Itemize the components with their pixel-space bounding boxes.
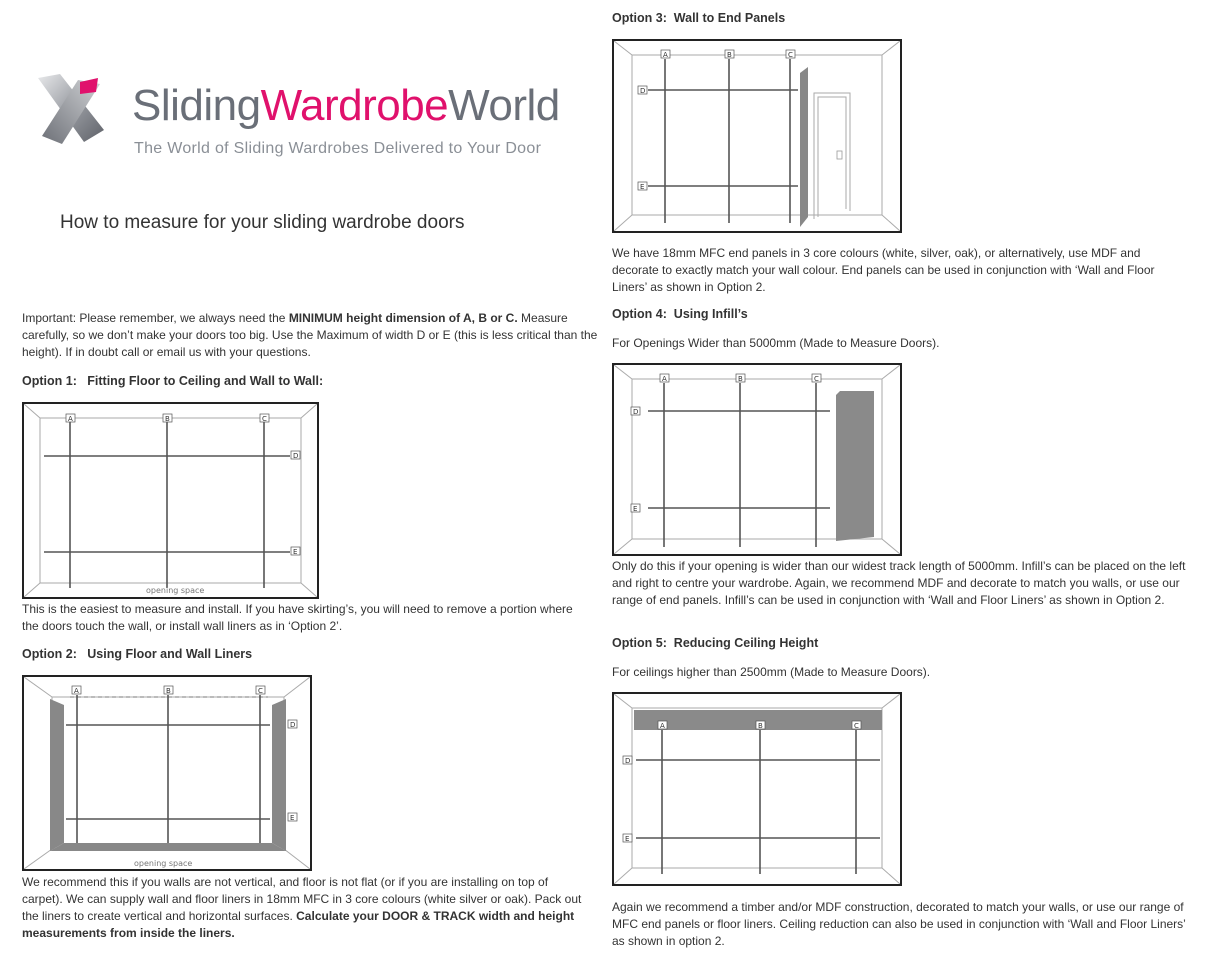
option-2-label-b: B [166,687,171,695]
option-3-label-c: C [788,51,793,59]
option-4-label-e: E [633,505,638,513]
option-3-label-b: B [727,51,732,59]
option-5-label-c: C [854,722,859,730]
intro-text-before: Important: Please remember, we always need the [22,311,289,325]
option-3-label-e: E [640,183,645,191]
option-2-text-bold: Calculate your DOOR & TRACK width and height measurements from inside the liners. [22,909,575,940]
option-1-label-d: D [293,452,299,460]
option-5-text: Again we recommend a timber and/or MDF construction, decorated to match your walls, or use our range of MFC end panels or floor liners. Ceiling reduction can also be used in conjunction with ‘Wall and Floor Liners’ as shown in option 2. [612,900,1186,948]
logo [34,70,564,165]
option-4-heading: Option 4: Using Infill’s [612,307,748,321]
brand-name-world: World [448,81,560,130]
option-4-label-a: A [662,375,667,383]
option-2-diagram [22,675,312,871]
option-1-label-c: C [262,415,267,423]
page-title: How to measure for your sliding wardrobe doors [60,212,465,233]
option-5-label-d: D [625,757,631,765]
option-4-label-b: B [738,375,743,383]
option-1-heading: Option 1: Fitting Floor to Ceiling and Wall to Wall: [22,374,324,388]
option-1-caption: opening space [146,586,205,595]
option-5-label-e: E [625,835,630,843]
option-3-label-a: A [663,51,668,59]
option-1-label-e: E [293,548,298,556]
option-2-label-d: D [290,721,296,729]
option-4-text: Only do this if your opening is wider than our widest track length of 5000mm. Infill’s can be placed on the left and right to centre your wardrobe. Again, we recommend MDF and decorate to match you walls, or use our range of end panels. Infill’s can be used in conjunction with ‘Wall and Floor Liners’ as shown in Option 2. [612,559,1186,607]
option-3-label-d: D [640,87,646,95]
intro-text-after: Measure carefully, so we don’t make your doors too big. Use the Maximum of width D or E (this is less critical than the height). If in doubt call or email us with your questions. [22,311,598,359]
intro-bold: MINIMUM height dimension of A, B or C. [288,311,518,325]
option-1-text: This is the easiest to measure and install. If you have skirting’s, you will need to remove a portion where the doors touch the wall, or install wall liners as in ‘Option 2’. [22,602,573,633]
option-2-heading: Option 2: Using Floor and Wall Liners [22,647,253,661]
option-2-text-regular: We recommend this if you walls are not vertical, and floor is not flat (or if you are installing on top of carpet). We can supply wall and floor liners in 18mm MFC in 3 core colours (white silver or oak). Pack out the liners to create vertical and horizontal surfaces. [22,875,582,923]
option-4-diagram [612,363,902,556]
option-3-text: We have 18mm MFC end panels in 3 core colours (white, silver, oak), or alternatively, use MDF and decorate to exactly match your wall colour. End panels can be used in conjunction with ‘Wall and Floor Liners’ as shown in Option 2. [612,246,1155,294]
option-5-label-b: B [758,722,763,730]
option-5-label-a: A [660,722,665,730]
option-3-heading: Option 3: Wall to End Panels [612,11,786,25]
option-4-subtext: For Openings Wider than 5000mm (Made to Measure Doors). [612,336,940,350]
option-3-diagram [612,39,902,233]
brand-name-wardrobe: Wardrobe [260,81,449,130]
option-1-diagram [22,402,319,599]
option-5-subtext: For ceilings higher than 2500mm (Made to Measure Doors). [612,665,931,679]
brand-tagline: The World of Sliding Wardrobes Delivered to Your Door [134,140,542,157]
option-1-label-b: B [165,415,170,423]
option-1-label-a: A [68,415,73,423]
brand-name-sliding: Sliding [132,81,261,130]
intro-paragraph [22,310,598,361]
option-2-label-e: E [290,814,295,822]
option-5-diagram [612,692,902,886]
option-5-heading: Option 5: Reducing Ceiling Height [612,636,819,650]
option-2-label-a: A [74,687,79,695]
option-2-text [22,874,584,942]
option-4-label-d: D [633,408,639,416]
option-2-caption: opening space [134,859,193,868]
option-4-label-c: C [814,375,819,383]
option-2-label-c: C [258,687,263,695]
ribbon-x-logo-icon [34,70,114,150]
